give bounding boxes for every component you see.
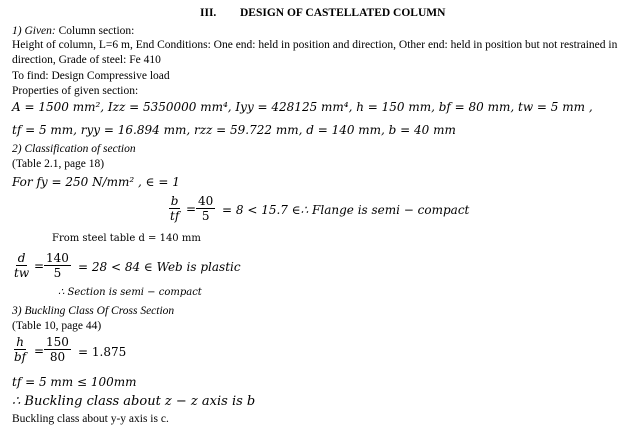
buckling-class-z: ∴ Buckling class about z − z axis is b bbox=[12, 394, 256, 409]
buckling-heading: 3) Buckling Class Of Cross Section bbox=[12, 305, 175, 317]
properties-line-2: tf = 5 mm, ryy = 16.894 mm, rzz = 59.722 mm, d = 140 mm, b = 40 mm bbox=[12, 123, 456, 137]
flange-ratio-symbol: $\frac{b}{tf}$ bbox=[170, 194, 180, 223]
given-line-2: direction, Grade of steel: Fe 410 bbox=[12, 54, 161, 66]
hb-ratio-symbol: $\frac{h}{bf}$ bbox=[14, 335, 27, 364]
given-line-1: Height of column, L=6 m, End Conditions: One end: held in position and direction, Other end: held in position but not restrained in bbox=[12, 39, 618, 51]
given-text: Column section: bbox=[58, 25, 135, 37]
section-number: III. bbox=[200, 7, 217, 19]
buckling-class-y: Buckling class about y-y axis is c. bbox=[12, 413, 169, 425]
to-find-line: To find: Design Compressive load bbox=[12, 70, 170, 82]
properties-line-1: A = 1500 mm², Izz = 5350000 mm⁴, Iyy = 428125 mm⁴, h = 150 mm, bf = 80 mm, tw = 5 mm , bbox=[12, 100, 593, 114]
web-ratio-value: $\frac{140}{5}$ bbox=[46, 251, 69, 280]
tf-check: tf = 5 mm ≤ 100mm bbox=[12, 375, 137, 389]
web-ratio-symbol: $\frac{d}{tw}$ bbox=[14, 251, 30, 280]
flange-result: = 8 < 15.7 ∈∴ Flange is semi − compact bbox=[222, 203, 470, 217]
given-line bbox=[12, 24, 134, 38]
properties-label: Properties of given section: bbox=[12, 85, 139, 97]
steel-table-note: From steel table d = 140 mm bbox=[52, 233, 201, 244]
hb-ratio-value: $\frac{150}{80}$ bbox=[46, 335, 69, 364]
classification-reference: (Table 2.1, page 18) bbox=[12, 158, 105, 170]
flange-ratio-value: $\frac{40}{5}$ bbox=[198, 194, 214, 223]
fy-line: For fy = 250 N/mm² , ∈ = 1 bbox=[12, 175, 180, 189]
given-label: 1) Given: bbox=[12, 25, 56, 37]
section-conclusion: ∴ Section is semi − compact bbox=[58, 287, 202, 298]
buckling-reference: (Table 10, page 44) bbox=[12, 320, 102, 332]
classification-heading: 2) Classification of section bbox=[12, 143, 136, 155]
web-result: = 28 < 84 ∈ Web is plastic bbox=[78, 260, 241, 274]
page-title: DESIGN OF CASTELLATED COLUMN bbox=[240, 7, 446, 19]
hb-result: = 1.875 bbox=[78, 345, 127, 359]
